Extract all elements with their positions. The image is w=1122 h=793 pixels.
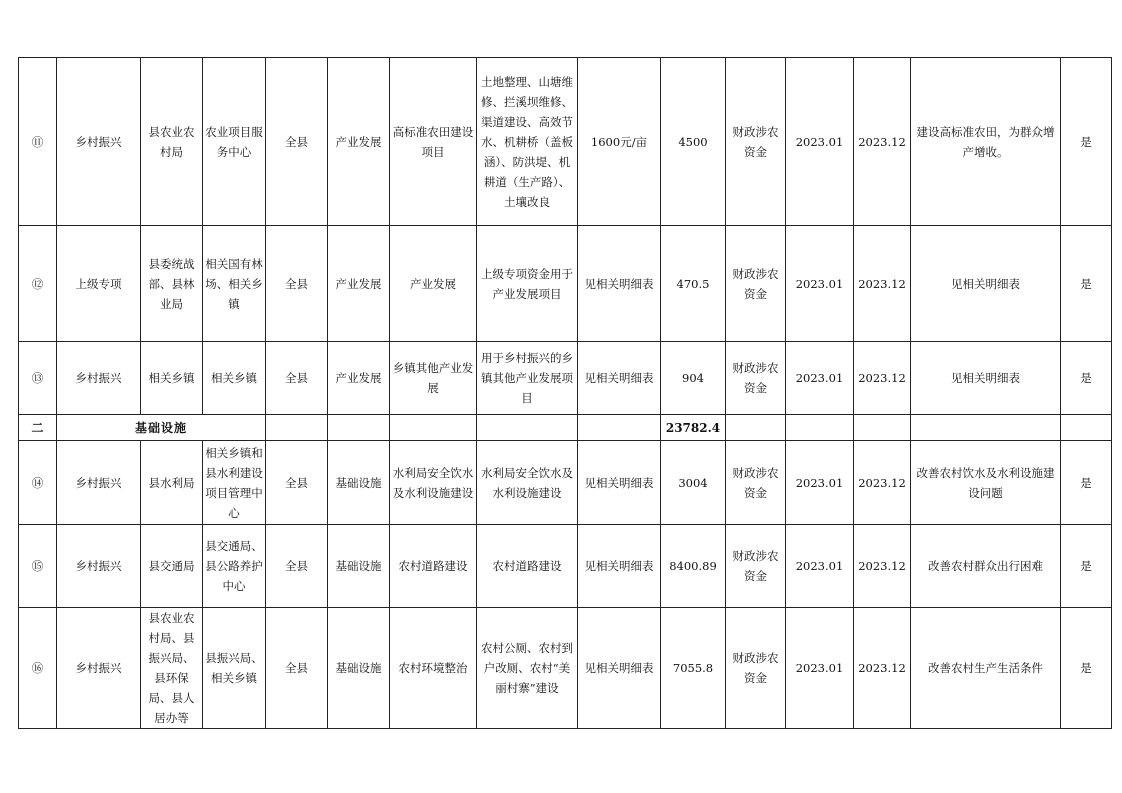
standard-cell: 1600元/亩 [578, 58, 661, 226]
category-cell: 乡村振兴 [57, 525, 141, 608]
standard-cell: 见相关明细表 [578, 525, 661, 608]
content-cell: 土地整理、山塘维修、拦溪坝维修、渠道建设、高效节水、机耕桥（盖板涵）、防洪堤、机耕道（生产路）、土壤改良 [477, 58, 578, 226]
department-cell: 县农业农村局 [141, 58, 203, 226]
start-date-cell: 2023.01 [786, 58, 854, 226]
project-name-cell: 乡镇其他产业发展 [390, 342, 477, 415]
empty-cell [854, 415, 911, 441]
amount-cell: 904 [661, 342, 726, 415]
department-cell: 县委统战部、县林业局 [141, 226, 203, 342]
flag-cell: 是 [1061, 608, 1112, 729]
table-row [19, 342, 1112, 415]
end-date-cell: 2023.12 [854, 525, 911, 608]
fund-source-cell: 财政涉农资金 [726, 226, 786, 342]
content-cell: 农村道路建设 [477, 525, 578, 608]
content-cell: 用于乡村振兴的乡镇其他产业发展项目 [477, 342, 578, 415]
benefit-cell: 改善农村生产生活条件 [911, 608, 1061, 729]
fund-source-cell: 财政涉农资金 [726, 608, 786, 729]
implementer-cell: 县振兴局、相关乡镇 [203, 608, 266, 729]
section-row [19, 415, 1112, 441]
end-date-cell: 2023.12 [854, 342, 911, 415]
section-title: 基础设施 [57, 415, 266, 441]
table-row [19, 226, 1112, 342]
end-date-cell: 2023.12 [854, 58, 911, 226]
empty-cell [1061, 415, 1112, 441]
empty-cell [726, 415, 786, 441]
class-cell: 产业发展 [328, 58, 390, 226]
benefit-cell: 改善农村饮水及水利设施建设问题 [911, 441, 1061, 525]
implementer-cell: 农业项目服务中心 [203, 58, 266, 226]
project-name-cell: 高标准农田建设项目 [390, 58, 477, 226]
scope-cell: 全县 [266, 525, 328, 608]
scope-cell: 全县 [266, 342, 328, 415]
empty-cell [266, 415, 328, 441]
implementer-cell: 相关国有林场、相关乡镇 [203, 226, 266, 342]
fund-source-cell: 财政涉农资金 [726, 342, 786, 415]
project-name-cell: 产业发展 [390, 226, 477, 342]
scope-cell: 全县 [266, 226, 328, 342]
row-number: ⑭ [19, 441, 57, 525]
empty-cell [390, 415, 477, 441]
row-number: ⑯ [19, 608, 57, 729]
fund-source-cell: 财政涉农资金 [726, 525, 786, 608]
class-cell: 基础设施 [328, 608, 390, 729]
fund-source-cell: 财政涉农资金 [726, 58, 786, 226]
end-date-cell: 2023.12 [854, 608, 911, 729]
amount-cell: 470.5 [661, 226, 726, 342]
row-number: ⑮ [19, 525, 57, 608]
implementer-cell: 相关乡镇 [203, 342, 266, 415]
standard-cell: 见相关明细表 [578, 342, 661, 415]
end-date-cell: 2023.12 [854, 441, 911, 525]
content-cell: 水利局安全饮水及水利设施建设 [477, 441, 578, 525]
category-cell: 乡村振兴 [57, 342, 141, 415]
empty-cell [786, 415, 854, 441]
row-number: ⑪ [19, 58, 57, 226]
row-number: ⑬ [19, 342, 57, 415]
category-cell: 乡村振兴 [57, 608, 141, 729]
category-cell: 上级专项 [57, 226, 141, 342]
department-cell: 县水利局 [141, 441, 203, 525]
empty-cell [911, 415, 1061, 441]
empty-cell [328, 415, 390, 441]
flag-cell: 是 [1061, 525, 1112, 608]
amount-cell: 3004 [661, 441, 726, 525]
project-name-cell: 水利局安全饮水及水利设施建设 [390, 441, 477, 525]
department-cell: 县交通局 [141, 525, 203, 608]
amount-cell: 8400.89 [661, 525, 726, 608]
section-amount: 23782.4 [661, 415, 726, 441]
scope-cell: 全县 [266, 608, 328, 729]
project-name-cell: 农村道路建设 [390, 525, 477, 608]
implementer-cell: 相关乡镇和县水利建设项目管理中心 [203, 441, 266, 525]
class-cell: 基础设施 [328, 441, 390, 525]
table-row [19, 441, 1112, 525]
scope-cell: 全县 [266, 441, 328, 525]
flag-cell: 是 [1061, 441, 1112, 525]
standard-cell: 见相关明细表 [578, 608, 661, 729]
standard-cell: 见相关明细表 [578, 226, 661, 342]
scope-cell: 全县 [266, 58, 328, 226]
content-cell: 农村公厕、农村到户改厕、农村“美丽村寨”建设 [477, 608, 578, 729]
table-row [19, 525, 1112, 608]
start-date-cell: 2023.01 [786, 441, 854, 525]
project-name-cell: 农村环境整治 [390, 608, 477, 729]
amount-cell: 7055.8 [661, 608, 726, 729]
empty-cell [578, 415, 661, 441]
standard-cell: 见相关明细表 [578, 441, 661, 525]
implementer-cell: 县交通局、县公路养护中心 [203, 525, 266, 608]
project-table [18, 57, 1112, 729]
benefit-cell: 见相关明细表 [911, 226, 1061, 342]
start-date-cell: 2023.01 [786, 226, 854, 342]
category-cell: 乡村振兴 [57, 441, 141, 525]
start-date-cell: 2023.01 [786, 525, 854, 608]
content-cell: 上级专项资金用于产业发展项目 [477, 226, 578, 342]
flag-cell: 是 [1061, 226, 1112, 342]
amount-cell: 4500 [661, 58, 726, 226]
benefit-cell: 见相关明细表 [911, 342, 1061, 415]
flag-cell: 是 [1061, 58, 1112, 226]
class-cell: 产业发展 [328, 226, 390, 342]
class-cell: 基础设施 [328, 525, 390, 608]
table-row [19, 608, 1112, 729]
class-cell: 产业发展 [328, 342, 390, 415]
department-cell: 相关乡镇 [141, 342, 203, 415]
end-date-cell: 2023.12 [854, 226, 911, 342]
table-row [19, 58, 1112, 226]
row-number: ⑫ [19, 226, 57, 342]
empty-cell [477, 415, 578, 441]
category-cell: 乡村振兴 [57, 58, 141, 226]
start-date-cell: 2023.01 [786, 342, 854, 415]
start-date-cell: 2023.01 [786, 608, 854, 729]
flag-cell: 是 [1061, 342, 1112, 415]
benefit-cell: 改善农村群众出行困难 [911, 525, 1061, 608]
section-number: 二 [19, 415, 57, 441]
fund-source-cell: 财政涉农资金 [726, 441, 786, 525]
benefit-cell: 建设高标准农田，为群众增产增收。 [911, 58, 1061, 226]
department-cell: 县农业农村局、县振兴局、县环保局、县人居办等 [141, 608, 203, 729]
